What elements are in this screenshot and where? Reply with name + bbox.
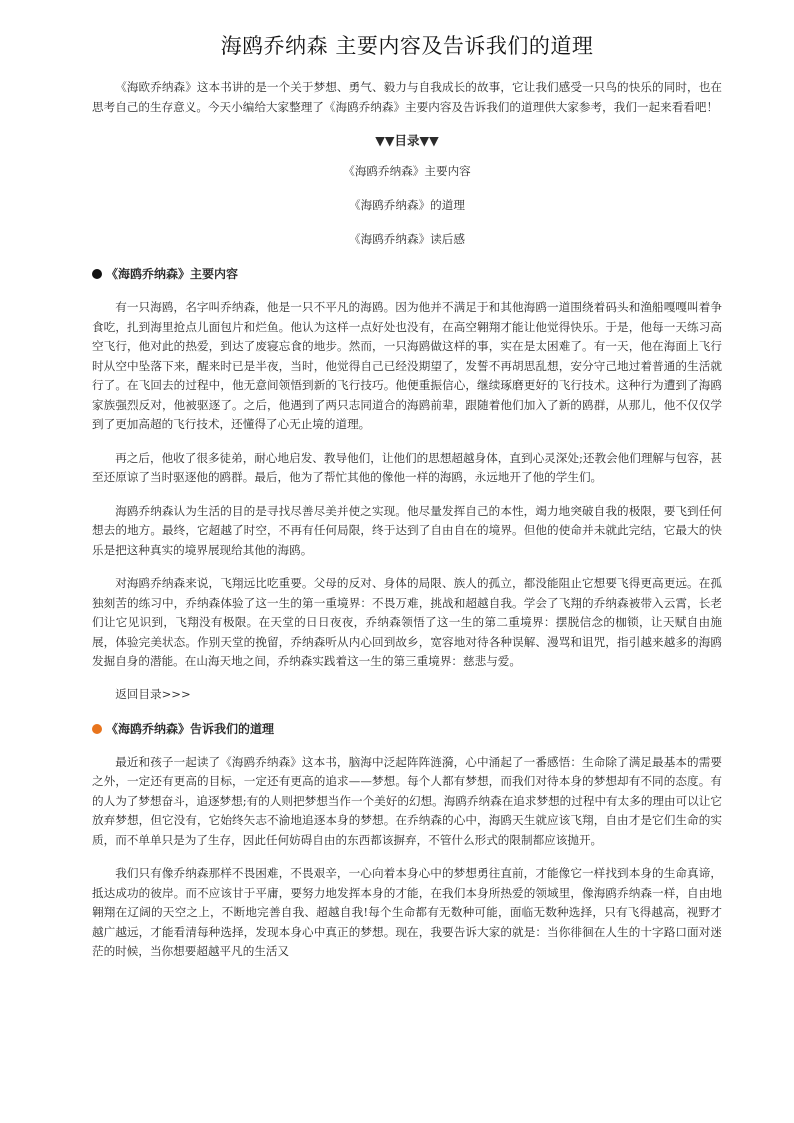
section-heading-lesson — [92, 720, 722, 737]
back-to-toc-link[interactable]: 返回目录>>> — [115, 686, 191, 701]
section-heading-text: 《海鸥乔纳森》告诉我们的道理 — [106, 721, 275, 736]
document-page — [92, 30, 722, 976]
paragraph: 海鸥乔纳森认为生活的目的是寻找尽善尽美并使之实现。他尽量发挥自己的本性，竭力地突破自我的极限，要飞到任何想去的地方。最终，它超越了时空，不再有任何局限，终于达到了自由自在的境界。但他的使命并未就此完结，它最大的快乐是把这种真实的境界展现给其他的海鸥。 — [92, 503, 722, 557]
section-heading-text: 《海鸥乔纳森》主要内容 — [106, 267, 239, 281]
toc-item-main-content[interactable]: 《海鸥乔纳森》主要内容 — [343, 164, 471, 178]
toc-title: ▼▼目录▼▼ — [375, 133, 439, 148]
paragraph: 最近和孩子一起读了《海鸥乔纳森》这本书，脑海中泛起阵阵涟漪，心中涌起了一番感悟：生命除了满足最基本的需要之外，一定还有更高的目标，一定还有更高的追求——梦想。每个人都有梦想，而我们对待本身的梦想却有不同的态度。有的人为了梦想奋斗，追逐梦想;有的人则把梦想当作一个美好的幻想。海鸥乔纳森在追求梦想的过程中有太多的理由可以让它放弃梦想，但它没有，它始终矢志不渝地追逐本身的梦想。在乔纳森的心中，海鸥天生就应该飞翔，自由才是它们生命的实质，而不单单只是为了生存，因此任何妨碍自由的东西都该摒弃，不管什么形式的限制都应该抛开。 — [92, 754, 722, 847]
paragraph: 再之后，他收了很多徒弟，耐心地启发、教导他们，让他们的思想超越身体，直到心灵深处;还教会他们理解与包容，甚至还原谅了当时驱逐他的鸥群。最后，他为了帮忙其他的像他一样的海鸥，永远地开了他的学生们。 — [92, 450, 722, 484]
intro-paragraph: 《海欧乔纳森》这本书讲的是一个关于梦想、勇气、毅力与自我成长的故事，它让我们感受一只鸟的快乐的同时，也在思考自己的生存意义。今天小编给大家整理了《海鸥乔纳森》主要内容及告诉我们的道理供大家参考，我们一起来看看吧！ — [92, 80, 722, 114]
page-title: 海鸥乔纳森 主要内容及告诉我们的道理 — [220, 34, 594, 58]
bullet-dot-icon — [92, 269, 102, 279]
bullet-dot-icon — [92, 724, 102, 734]
toc-item-lesson[interactable]: 《海鸥乔纳森》的道理 — [349, 198, 465, 212]
toc-item-review[interactable]: 《海鸥乔纳森》读后感 — [349, 232, 465, 246]
paragraph: 有一只海鸥，名字叫乔纳森，他是一只不平凡的海鸥。因为他并不满足于和其他海鸥一道围绕着码头和渔船嘎嘎叫着争食吃，扎到海里抢点儿面包片和烂鱼。他认为这样一点好处也没有，在高空翱翔才能让他觉得快乐。于是，他每一天练习高空飞行，他对此的热爱，到达了废寝忘食的地步。然而，一只海鸥做这样的事，实在是太困难了。有一天，他在海面上飞行时从空中坠落下来，醒来时已是半夜，当时，他觉得自己已经没期望了，发誓不再胡思乱想，安分守己地过着普通的生活就行了。在飞回去的过程中，他无意间领悟到新的飞行技巧。他便重振信心，继续琢磨更好的飞行技术。这种行为遭到了海鸥家族强烈反对，他被驱逐了。之后，他遇到了两只志同道合的海鸥前辈，跟随着他们加入了新的鸥群，从那儿，他不仅仅学到了更加高超的飞行技术，还懂得了心无止境的道理。 — [92, 300, 722, 431]
paragraph: 我们只有像乔纳森那样不畏困难，不畏艰辛，一心向着本身心中的梦想勇往直前，才能像它一样找到本身的生命真谛，抵达成功的彼岸。而不应该甘于平庸，要努力地发挥本身的才能，在我们本身所热爱的领域里，像海鸥乔纳森一样，自由地翱翔在辽阔的天空之上，不断地完善自我、超越自我!每个生命都有无数种可能，面临无数种选择，只有飞得越高，视野才越广越远，才能看清每种选择，发现本身心中真正的梦想。现在，我要告诉大家的就是：当你徘徊在人生的十字路口面对迷茫的时候，当你想要超越平凡的生活又 — [92, 866, 722, 958]
paragraph: 对海鸥乔纳森来说，飞翔远比吃重要。父母的反对、身体的局限、族人的孤立，都没能阻止它想要飞得更高更远。在孤独刻苦的练习中，乔纳森体验了这一生的第一重境界：不畏万难，挑战和超越自我。学会了飞翔的乔纳森被带入云霄，长老们让它见识到，飞翔没有极限。在天堂的日日夜夜，乔纳森领悟了这一生的第二重境界：摆脱信念的枷锁，让天赋自由施展，体验完美状态。作别天堂的挽留，乔纳森听从内心回到故乡，宽容地对待各种误解、漫骂和诅咒，指引越来越多的海鸥发掘自身的潜能。在山海天地之间，乔纳森实践着这一生的第三重境界：慈悲与爱。 — [92, 576, 722, 668]
section-heading-main-content — [92, 265, 722, 282]
